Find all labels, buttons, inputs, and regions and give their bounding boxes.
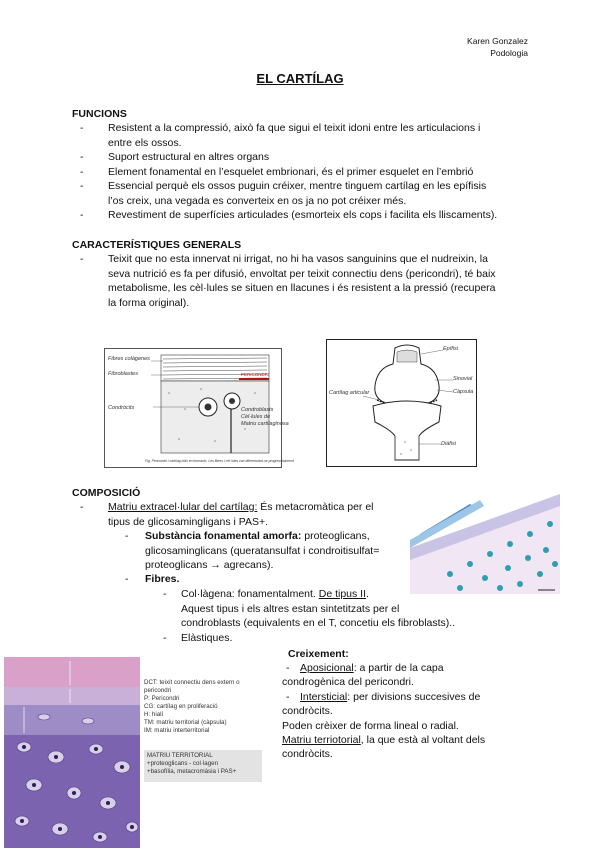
subject-name: Podologia: [490, 47, 528, 58]
author-name: Karen Gonzalez: [467, 36, 528, 46]
funcions-list: [80, 121, 548, 223]
substancia-item: - Substància fonamental amorfa: proteoglicans, glicosaminglicans (queratansulfat i condroitisulfat= proteoglicans → agrecans).: [125, 530, 380, 571]
matrix-link: Matriu extracel·lular del cartílag:: [108, 501, 258, 513]
matriu-territorial: Matriu terriotorial, la que està al voltant dels: [282, 734, 486, 746]
page-title: EL CARTÍLAG: [256, 71, 344, 86]
generals-heading: CARACTERÍSTIQUES GENERALS: [72, 239, 242, 251]
elastiques-item: - Elàstiques.: [163, 632, 233, 644]
author-block: [467, 36, 528, 59]
creixement-heading: Creixement:: [288, 648, 349, 660]
aposicional-link: Aposicional: [300, 662, 354, 674]
list-item: - Resistent a la compressió, això fa que sigui el teixit idoni entre les articulacions i entre els ossos.: [80, 122, 481, 149]
fibres-item: - Fibres.: [125, 573, 180, 585]
label-condrocits: Condròcits: [108, 405, 135, 411]
label-cartilag: Cartílag articular: [329, 390, 370, 396]
cartilage-micrograph: [410, 494, 560, 594]
funcions-heading: FUNCIONS: [72, 108, 127, 120]
label-fibroblastes: Fibroblastes: [108, 371, 138, 377]
label-fibres: Fibres colàgenes: [108, 356, 150, 362]
composicio-matrix: - Matriu extracel·lular del cartílag: És metacromàtica per el tipus de glicosamingligans i PAS+.: [80, 501, 374, 528]
list-item: - Suport estructural en altres organs: [80, 151, 270, 163]
hyaline-micrograph: [4, 657, 140, 848]
territorial-link: Matriu terriotorial: [282, 734, 361, 746]
generals-text: - Teixit que no esta innervat ni irrigat, no hi ha vasos sanguinins que el nudreixin, la seva nutrició es fa per difusió, envoltat per teixit connectiu dens (pericondri), té baix metabolisme, les cèl·lules se situen en llacunes i és resistent a la pressió (recupera la forma original).: [80, 253, 496, 309]
creixement-apo: - Aposicional: a partir de la capa: [286, 662, 444, 674]
matriu-territorial-l2: condròcits.: [282, 748, 333, 760]
label-condroblasts: Condroblasts: [241, 407, 274, 413]
list-item: - Revestiment de superfícies articulades (esmorteix els cops i facilita els lliscaments).: [80, 209, 498, 221]
label-diafisi: Diàfisi: [441, 441, 456, 447]
territorial-legend: MATRIU TERRITORIAL +proteoglicans - col·lagen +basofília, metacromàsia i PAS+: [144, 750, 262, 782]
joint-figure: [326, 339, 477, 467]
pericondri-drawing: [105, 349, 294, 467]
tipus-ii-link: De tipus II: [318, 588, 367, 600]
colagena-item: - Col·làgena: fonamentalment. De tipus II. Aquest tipus i els altres estan sintetitzats per el condroblasts (equivalents en el T, concetiu els fibroblasts)..: [163, 588, 456, 629]
label-matriu: Matriu cartilaginosa: [241, 421, 289, 427]
pericondri-figure: [104, 348, 294, 468]
micro-legend: DCT: teixit connectiu dens extern o pericondri P: Pericondri CG: cartílag en proliferació H: hialí TM: matriu territorial (càpsula) IM: matriu interterritorial: [144, 679, 240, 734]
label-sinovial: Sinovial: [453, 376, 473, 382]
figure1-caption: Fig. Pericondri i cartílag hialí en formació. Les fibres i cèl·lules van diferenciant-se progressivament: [145, 459, 294, 463]
creixement-int-l2: condròcits.: [282, 705, 333, 717]
intersticial-link: Intersticial: [300, 691, 348, 703]
label-pericondri: PERICONDRI: [241, 372, 270, 377]
label-cells: Cèl·lules de: [241, 414, 271, 420]
label-capsula: Càpsula: [453, 389, 474, 395]
creixement-int: - Intersticial: per divisions succesives de: [286, 691, 481, 703]
list-item: - Essencial perquè els ossos puguin créixer, mentre tinguem cartílag en les epífisis l’os creix, una vegada es converteix en os ja no pot créixer més.: [80, 180, 487, 207]
label-epifisi: Epífisi: [443, 346, 458, 352]
micrograph-drawing: [410, 494, 560, 594]
creixement-apo-l2: condrogènica del pericondri.: [282, 676, 414, 688]
joint-drawing: [327, 340, 476, 466]
creixement-forma: Poden crèixer de forma lineal o radial.: [282, 720, 459, 732]
composicio-heading: COMPOSICIÓ: [72, 487, 141, 499]
list-item: - Element fonamental en l’esquelet embrionari, és el primer esquelet en l’embrió: [80, 165, 474, 178]
hyaline-drawing: [4, 657, 140, 848]
